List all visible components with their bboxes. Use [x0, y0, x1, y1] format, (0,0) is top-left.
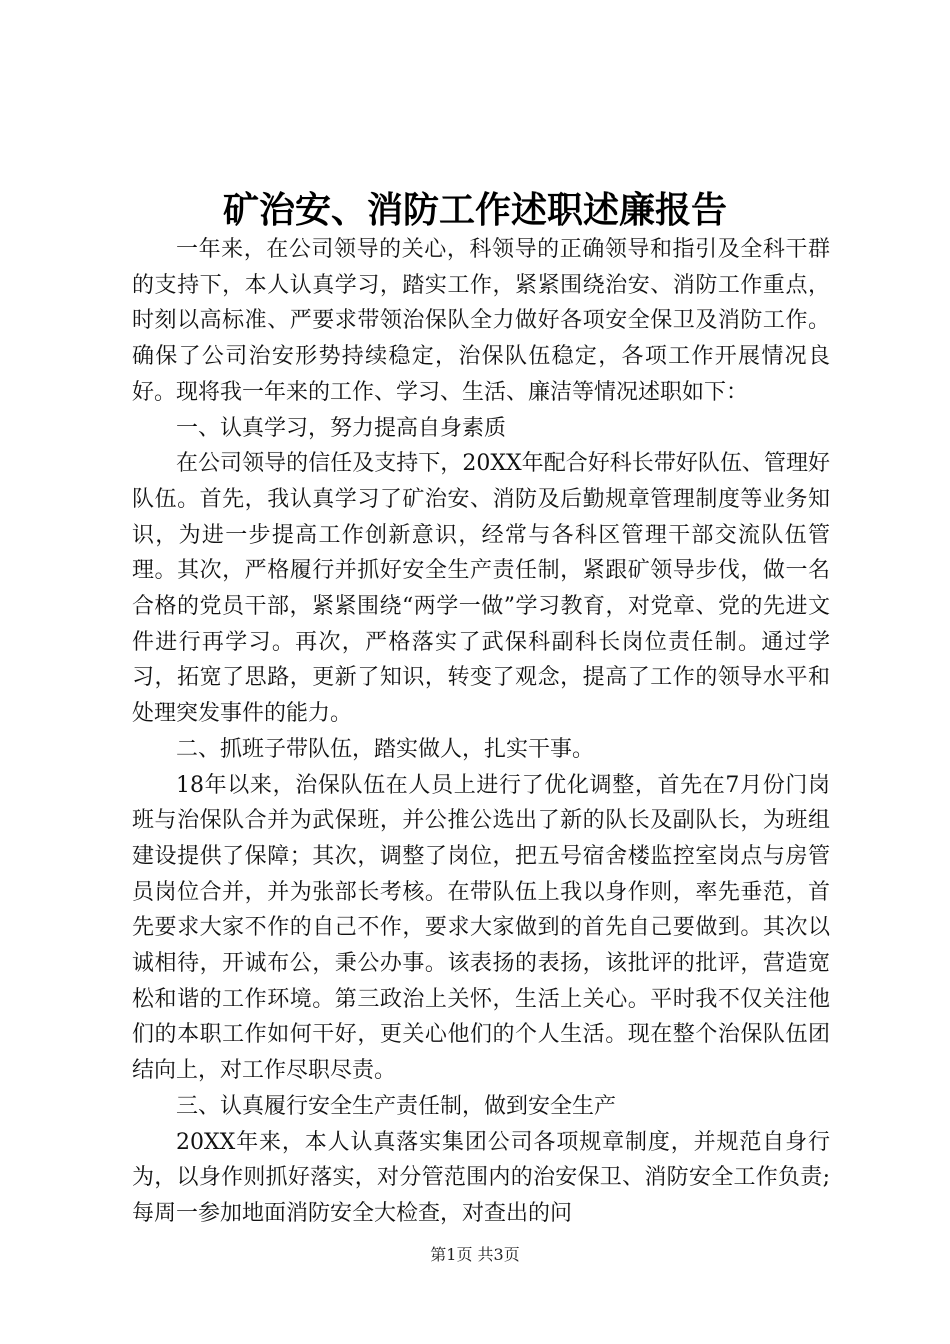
paragraph-intro: 一年来，在公司领导的关心，科领导的正确领导和指引及全科干群的支持下，本人认真学习，踏实工作，紧紧围绕治安、消防工作重点，时刻以高标准、严要求带领治保队全力做好各项安全保卫及消防工作。确保了公司治安形势持续稳定，治保队伍稳定，各项工作开展情况良好。现将我一年来的工作、学习、生活、廉洁等情况述职如下：: [132, 237, 830, 405]
section-heading-1: 一、认真学习，努力提高自身素质: [176, 415, 507, 441]
page-number-footer: 第1页 共3页: [430, 1245, 520, 1264]
paragraph-section-1: 在公司领导的信任及支持下，20XX年配合好科长带好队伍、管理好队伍。首先，我认真学习了矿治安、消防及后勤规章管理制度等业务知识，为进一步提高工作创新意识，经常与各科区管理干部交流队伍管理。其次，严格履行并抓好安全生产责任制，紧跟矿领导步伐，做一名合格的党员干部，紧紧围绕“两学一做”学习教育，对党章、党的先进文件进行再学习。再次，严格落实了武保科副科长岗位责任制。通过学习，拓宽了思路，更新了知识，转变了观念，提高了工作的领导水平和处理突发事件的能力。: [132, 451, 830, 727]
document-body: [132, 232, 830, 1232]
section-heading-3: 三、认真履行安全生产责任制，做到安全生产: [176, 1093, 617, 1119]
document-title: 矿治安、消防工作述职述廉报告: [222, 189, 727, 231]
paragraph-section-3: 20XX年来，本人认真落实集团公司各项规章制度，并规范自身行为，以身作则抓好落实，对分管范围内的治安保卫、消防安全工作负责;每周一参加地面消防安全大检查，对查出的问: [132, 1129, 830, 1226]
section-heading-2: 二、抓班子带队伍，踏实做人，扎实干事。: [176, 736, 595, 762]
paragraph-section-2: 18年以来，治保队伍在人员上进行了优化调整，首先在7月份门岗班与治保队合并为武保班，并公推公选出了新的队长及副队长，为班组建设提供了保障；其次，调整了岗位，把五号宿舍楼监控室岗点与房管员岗位合并，并为张部长考核。在带队伍上我以身作则，率先垂范，首先要求大家不作的自己不作，要求大家做到的首先自己要做到。其次以诚相待，开诚布公，秉公办事。该表扬的表扬，该批评的批评，营造宽松和谐的工作环境。第三政治上关怀，生活上关心。平时我不仅关注他们的本职工作如何干好，更关心他们的个人生活。现在整个治保队伍团结向上，对工作尽职尽责。: [132, 772, 830, 1084]
